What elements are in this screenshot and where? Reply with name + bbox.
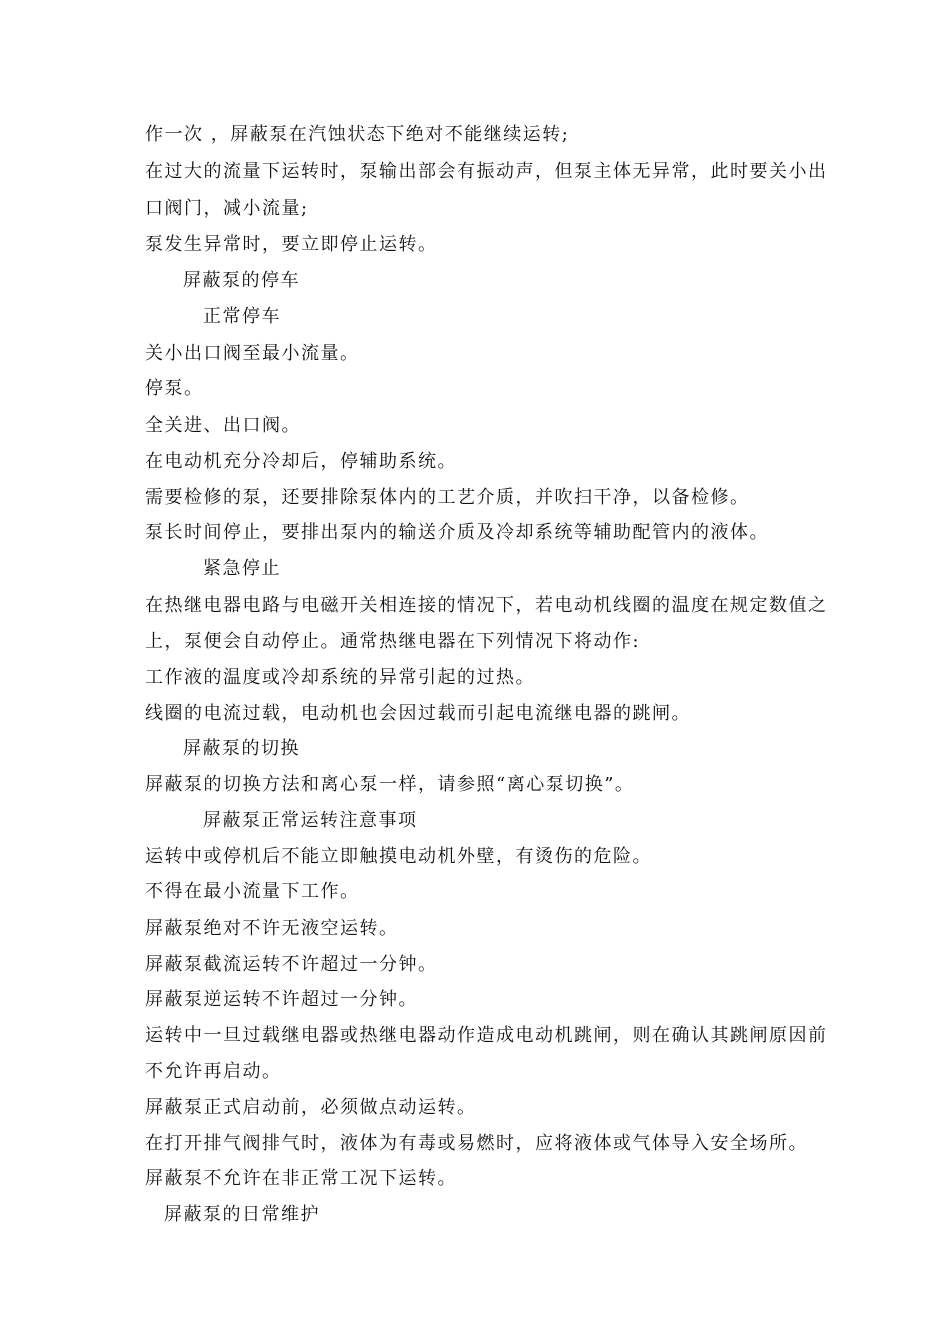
body-line: 不得在最小流量下工作。 (145, 881, 360, 902)
subsection-heading: 紧急停止 (203, 558, 281, 579)
body-line: 关小出口阀至最小流量。 (145, 343, 360, 364)
section-heading: 屏蔽泵的切换 (183, 738, 300, 759)
subsection-heading: 正常停车 (203, 306, 281, 327)
body-line: 在过大的流量下运转时，泵输出部会有振动声，但泵主体无异常，此时要关小出 (145, 161, 828, 182)
body-line: 屏蔽泵不允许在非正常工况下运转。 (145, 1168, 457, 1189)
body-line: 运转中或停机后不能立即触摸电动机外壁，有烫伤的危险。 (145, 846, 652, 867)
body-line: 不允许再启动。 (145, 1061, 282, 1082)
body-line: 泵长时间停止，要排出泵内的输送介质及冷却系统等辅助配管内的液体。 (145, 522, 769, 543)
body-line: 屏蔽泵绝对不许无液空运转。 (145, 918, 399, 939)
body-line: 在打开排气阀排气时，液体为有毒或易燃时，应将液体或气体导入安全场所。 (145, 1133, 808, 1154)
body-line: 泵发生异常时，要立即停止运转。 (145, 234, 438, 255)
body-line: 需要检修的泵，还要排除泵体内的工艺介质，并吹扫干净，以备检修。 (145, 487, 750, 508)
body-line: 在热继电器电路与电磁开关相连接的情况下，若电动机线圈的温度在规定数值之 (145, 595, 828, 616)
body-line: 运转中一旦过载继电器或热继电器动作造成电动机跳闸，则在确认其跳闸原因前 (145, 1025, 828, 1046)
body-line: 线圈的电流过载，电动机也会因过载而引起电流继电器的跳闸。 (145, 703, 691, 724)
body-line: 屏蔽泵逆运转不许超过一分钟。 (145, 989, 418, 1010)
body-line: 工作液的温度或冷却系统的异常引起的过热。 (145, 667, 535, 688)
body-line: 屏蔽泵正式启动前，必须做点动运转。 (145, 1097, 477, 1118)
body-line: 停泵。 (145, 378, 204, 399)
body-line: 口阀门，减小流量; (145, 198, 309, 219)
body-line: 作一次 ，屏蔽泵在汽蚀状态下绝对不能继续运转; (145, 124, 570, 145)
body-line: 屏蔽泵截流运转不许超过一分钟。 (145, 954, 438, 975)
body-line: 上，泵便会自动停止。通常热继电器在下列情况下将动作: (145, 631, 641, 652)
subsection-heading: 屏蔽泵正常运转注意事项 (203, 810, 418, 831)
section-heading: 屏蔽泵的日常维护 (164, 1204, 320, 1225)
body-line: 屏蔽泵的切换方法和离心泵一样，请参照“离心泵切换”。 (145, 774, 635, 795)
body-line: 全关进、出口阀。 (145, 415, 301, 436)
body-line: 在电动机充分冷却后，停辅助系统。 (145, 451, 457, 472)
section-heading: 屏蔽泵的停车 (183, 270, 300, 291)
